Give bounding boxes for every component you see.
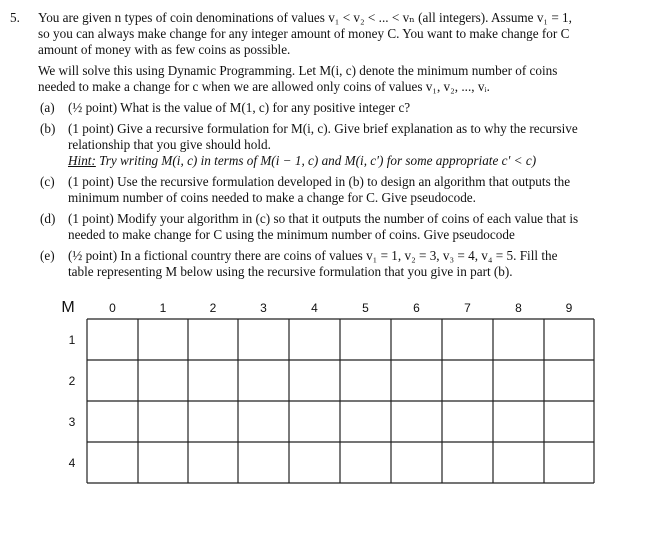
- row-header: 3: [68, 414, 76, 429]
- part-a-label: (a): [40, 100, 55, 115]
- part-e-text-1: (½ point) In a fictional country there are coins of values v₁ = 1, v₂ = 3, v₃ = 4, v₄ = 5. Fill the: [68, 248, 558, 263]
- column-header: 4: [311, 301, 318, 315]
- part-b-text-1: (1 point) Give a recursive formulation for M(i, c). Give brief explanation as to why the recursive: [68, 121, 578, 136]
- part-d-text-1: (1 point) Modify your algorithm in (c) so that it outputs the number of coins of each value that is: [68, 211, 579, 226]
- part-d-text-2: needed to make change for C using the minimum number of coins. Give pseudocode: [68, 227, 515, 242]
- column-header: 7: [464, 301, 471, 315]
- row-header: 2: [68, 373, 76, 388]
- part-d-label: (d): [40, 211, 56, 226]
- dp-line-2: needed to make a change for c when we are allowed only coins of values v₁, v₂, ..., vᵢ.: [38, 79, 490, 94]
- part-c-text-2: minimum number of coins needed to make a change for C. Give pseudocode.: [68, 190, 476, 205]
- column-header: 9: [565, 301, 573, 315]
- dp-line-1: We will solve this using Dynamic Programming. Let M(i, c) denote the minimum number of coins: [38, 63, 558, 78]
- column-header: 8: [515, 301, 522, 315]
- table-corner-label: M: [61, 299, 75, 316]
- row-header: 1: [68, 332, 76, 347]
- part-b-label: (b): [40, 121, 56, 136]
- row-header: 4: [68, 455, 76, 470]
- intro-line-3: amount of money with as few coins as possible.: [38, 42, 291, 57]
- column-header: 6: [413, 301, 420, 315]
- part-e-text-2: table representing M below using the recursive formulation that you give in part (b).: [68, 264, 513, 279]
- part-a-text: (½ point) What is the value of M(1, c) for any positive integer c?: [68, 100, 411, 115]
- intro-line-2: so you can always make change for any integer amount of money C. You want to make change for C: [38, 26, 570, 41]
- column-header: 5: [362, 301, 369, 315]
- hint-prefix: Hint:: [68, 153, 96, 168]
- problem-number: 5.: [10, 10, 20, 25]
- column-header: 2: [209, 301, 217, 315]
- part-c-text-1: (1 point) Use the recursive formulation developed in (b) to design an algorithm that outputs the: [68, 174, 571, 189]
- part-c-label: (c): [40, 174, 55, 189]
- column-header: 0: [109, 301, 116, 315]
- column-header: 3: [260, 301, 267, 315]
- intro-line-1: You are given n types of coin denominations of values v₁ < v₂ < ... < vₙ (all integers). Assume v₁ = 1,: [38, 10, 572, 25]
- column-header: 1: [159, 301, 167, 315]
- part-e-label: (e): [40, 248, 55, 263]
- hint-text: Try writing M(i, c) in terms of M(i − 1, c) and M(i, c′) for some appropriate c′ < c): [95, 153, 537, 168]
- part-b-text-2: relationship that you give should hold.: [68, 137, 271, 152]
